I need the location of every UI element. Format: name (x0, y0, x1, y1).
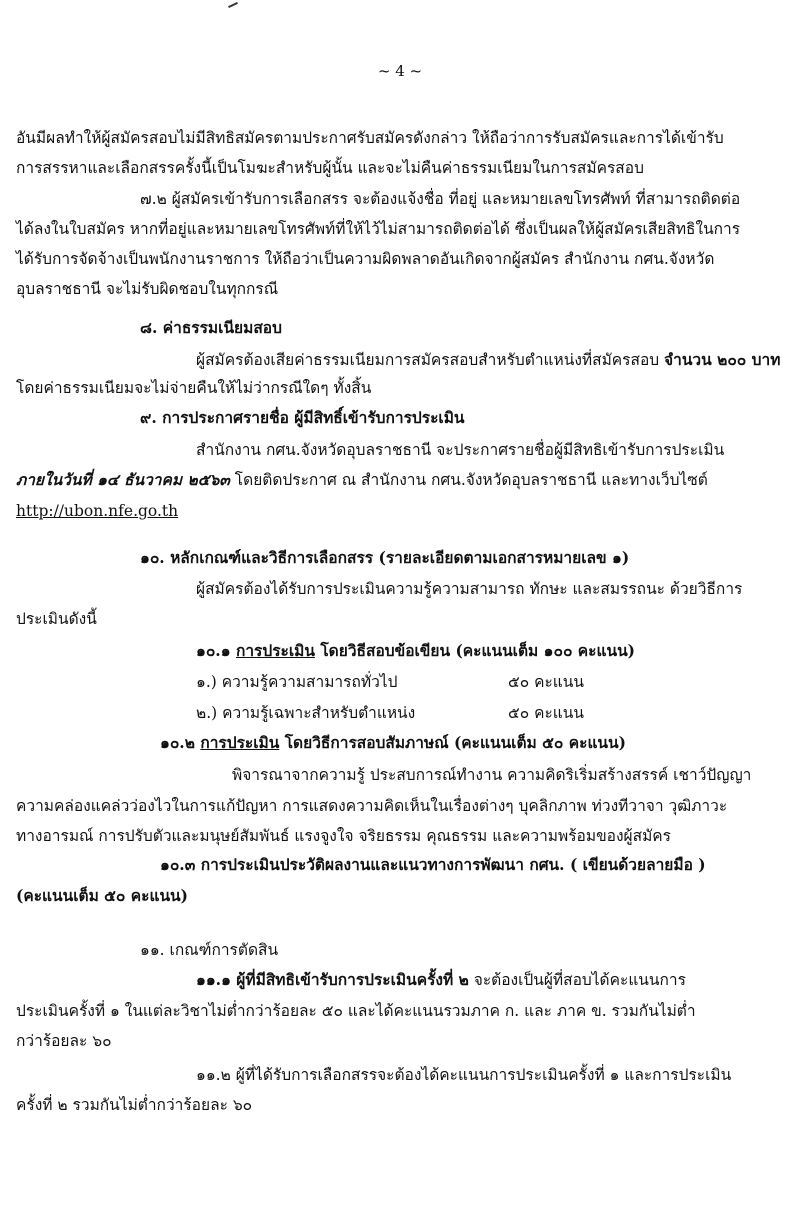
section-9-heading: ๙. การประกาศรายชื่อ ผู้มีสิทธิ์เข้ารับการประเมิน (140, 408, 465, 427)
section-11-1-line-2: ประเมินครั้งที่ ๑ ในแต่ละวิชาไม่ต่ำกว่าร้อยละ ๕๐ และได้คะแนนรวมภาค ก. และ ภาค ข. รวมกันไม่ต่ำ (16, 1002, 696, 1020)
section-11-1-lead: ๑๑.๑ ผู้ที่มีสิทธิเข้ารับการประเมินครั้งที่ ๒ (196, 970, 469, 989)
section-10-1-rest: โดยวิธีสอบข้อเขียน (คะแนนเต็ม ๑๐๐ คะแนน) (314, 641, 636, 660)
website-link[interactable]: http://ubon.nfe.go.th (16, 502, 179, 520)
scan-mark (228, 2, 238, 8)
section-11-1-line-3: กว่าร้อยละ ๖๐ (16, 1032, 112, 1050)
section-10-2-line-2: ความคล่องแคล่วว่องไวในการแก้ปัญหา การแสดงความคิดเห็นในเรื่องต่างๆ บุคลิกภาพ ท่วงทีวาจา วุฒิภาวะ (16, 797, 728, 815)
section-10-2-line-3: ทางอารมณ์ การปรับตัวและมนุษย์สัมพันธ์ แรงจูงใจ จริยธรรม คุณธรรม และความพร้อมของผู้สมัคร (16, 827, 672, 845)
section-8-line-1-text: ผู้สมัครต้องเสียค่าธรรมเนียมการสมัครสอบสำหรับตำแหน่งที่สมัครสอบ (196, 351, 665, 369)
section-9-date: ภายในวันที่ ๑๔ ธันวาคม ๒๕๖๓ (16, 470, 230, 489)
section-10-2-heading (160, 733, 626, 753)
para-7-2-line-1: ๗.๒ ผู้สมัครเข้ารับการเลือกสรร จะต้องแจ้งชื่อ ที่อยู่ และหมายเลขโทรศัพท์ ที่สามารถติดต่อ (140, 190, 741, 208)
para-7-2-line-4: อุบลราชธานี จะไม่รับผิดชอบในทุกกรณี (16, 280, 279, 298)
section-10-heading: ๑๐. หลักเกณฑ์และวิธีการเลือกสรร (รายละเอียดตามเอกสารหมายเลข ๑) (140, 548, 630, 567)
para-1-line-2: การสรรหาและเลือกสรรครั้งนี้เป็นโมฆะสำหรับผู้นั้น และจะไม่คืนค่าธรรมเนียมในการสมัครสอบ (16, 159, 644, 177)
section-10-3-line-2: (คะแนนเต็ม ๕๐ คะแนน) (16, 886, 188, 905)
section-10-1-item-1-label: ๑.) ความรู้ความสามารถทั่วไป (196, 673, 398, 691)
section-9-line-2 (16, 470, 708, 490)
section-10-1-label: การประเมิน (235, 641, 315, 660)
section-10-2-number: ๑๐.๒ (160, 733, 201, 752)
page-number: ~ 4 ~ (377, 62, 423, 80)
section-10-2-line-1: พิจารณาจากความรู้ ประสบการณ์ทำงาน ความคิดริเริ่มสร้างสรรค์ เชาว์ปัญญา (232, 766, 752, 784)
section-9-link-line (16, 501, 178, 521)
section-8-line-1 (196, 350, 780, 370)
para-7-2-line-2: ได้ลงในใบสมัคร หากที่อยู่และหมายเลขโทรศัพท์ที่ให้ไว้ไม่สามารถติดต่อได้ ซึ่งเป็นผลให้ผู้สมัครเสียสิทธิในการ (16, 220, 741, 238)
para-1-line-1: อันมีผลทำให้ผู้สมัครสอบไม่มีสิทธิสมัครตามประกาศรับสมัครดังกล่าว ให้ถือว่าการรับสมัครและการได้เข้ารับ (16, 129, 724, 147)
section-11-1-line-1 (196, 970, 686, 990)
section-11-1-line-1-text: จะต้องเป็นผู้ที่สอบได้คะแนนการ (468, 971, 686, 989)
section-10-1-number: ๑๐.๑ (196, 641, 236, 660)
section-11-heading: ๑๑. เกณฑ์การตัดสิน (140, 941, 279, 959)
section-8-line-2: โดยค่าธรรมเนียมจะไม่จ่ายคืนให้ไม่ว่ากรณีใดๆ ทั้งสิ้น (16, 379, 372, 397)
section-11-2-line-2: ครั้งที่ ๒ รวมกันไม่ต่ำกว่าร้อยละ ๖๐ (16, 1096, 253, 1114)
section-10-2-rest: โดยวิธีการสอบสัมภาษณ์ (คะแนนเต็ม ๕๐ คะแนน) (279, 733, 626, 752)
section-10-1-heading (196, 641, 635, 661)
para-7-2-line-3: ได้รับการจัดจ้างเป็นพนักงานราชการ ให้ถือว่าเป็นความผิดพลาดอันเกิดจากผู้สมัคร สำนักงาน กศน.จังหวัด (16, 250, 715, 268)
section-10-3-line-1: ๑๐.๓ การประเมินประวัติผลงานและแนวทางการพัฒนา กศน. ( เขียนด้วยลายมือ ) (160, 855, 706, 874)
section-10-intro-line-2: ประเมินดังนี้ (16, 610, 97, 628)
section-10-1-item-1-score: ๕๐ คะแนน (508, 673, 584, 691)
section-11-2-line-1: ๑๑.๒ ผู้ที่ได้รับการเลือกสรรจะต้องได้คะแนนการประเมินครั้งที่ ๑ และการประเมิน (196, 1066, 732, 1084)
section-10-intro-line-1: ผู้สมัครต้องได้รับการประเมินความรู้ความสามารถ ทักษะ และสมรรถนะ ด้วยวิธีการ (196, 580, 743, 598)
section-9-line-2-text: โดยติดประกาศ ณ สำนักงาน กศน.จังหวัดอุบลราชธานี และทางเว็บไซต์ (229, 471, 708, 489)
section-10-1-item-2-score: ๕๐ คะแนน (508, 704, 584, 722)
section-9-line-1: สำนักงาน กศน.จังหวัดอุบลราชธานี จะประกาศรายชื่อผู้มีสิทธิเข้ารับการประเมิน (196, 441, 725, 459)
section-8-heading: ๘. ค่าธรรมเนียมสอบ (140, 318, 282, 337)
section-8-fee-amount: จำนวน ๒๐๐ บาท (664, 350, 781, 369)
section-10-2-label: การประเมิน (200, 733, 280, 752)
section-10-1-item-2-label: ๒.) ความรู้เฉพาะสำหรับตำแหน่ง (196, 704, 416, 722)
